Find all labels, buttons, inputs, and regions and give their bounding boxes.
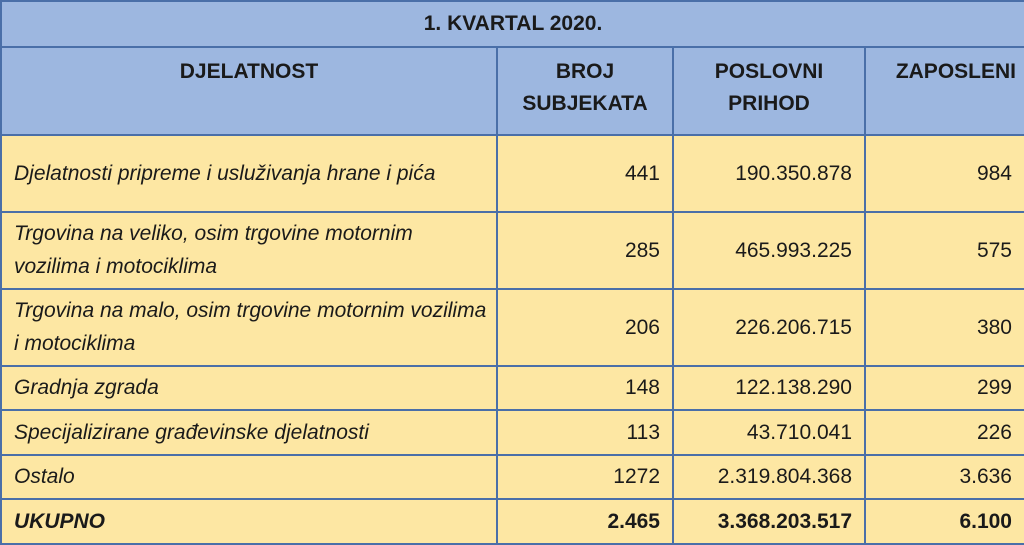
total-row <box>1 499 1024 544</box>
cell-poslovni-prihod: 190.350.878 <box>673 135 865 212</box>
cell-broj-subjekata: 1272 <box>497 455 673 500</box>
table-row <box>1 212 1024 289</box>
column-header-poslovni-prihod: POSLOVNI PRIHOD <box>673 47 865 135</box>
table-row <box>1 410 1024 455</box>
cell-broj-subjekata: 113 <box>497 410 673 455</box>
column-header-broj-subjekata: BROJ SUBJEKATA <box>497 47 673 135</box>
cell-broj-subjekata: 206 <box>497 289 673 366</box>
cell-zaposleni: 299 <box>865 366 1024 411</box>
cell-poslovni-prihod: 43.710.041 <box>673 410 865 455</box>
cell-broj-subjekata: 441 <box>497 135 673 212</box>
cell-djelatnost: Ostalo <box>1 455 497 500</box>
cell-djelatnost: Gradnja zgrada <box>1 366 497 411</box>
cell-djelatnost: Trgovina na malo, osim trgovine motornim vozilima i motociklima <box>1 289 497 366</box>
cell-zaposleni: 226 <box>865 410 1024 455</box>
table-row <box>1 135 1024 212</box>
table-row <box>1 289 1024 366</box>
total-zaposleni: 6.100 <box>865 499 1024 544</box>
cell-zaposleni: 984 <box>865 135 1024 212</box>
cell-djelatnost: Trgovina na veliko, osim trgovine motornim vozilima i motociklima <box>1 212 497 289</box>
cell-poslovni-prihod: 465.993.225 <box>673 212 865 289</box>
column-header-djelatnost: DJELATNOST <box>1 47 497 135</box>
cell-zaposleni: 3.636 <box>865 455 1024 500</box>
cell-djelatnost: Specijalizirane građevinske djelatnosti <box>1 410 497 455</box>
cell-broj-subjekata: 285 <box>497 212 673 289</box>
cell-djelatnost: Djelatnosti pripreme i usluživanja hrane i pića <box>1 135 497 212</box>
total-label: UKUPNO <box>1 499 497 544</box>
title-row <box>1 1 1024 47</box>
total-broj-subjekata: 2.465 <box>497 499 673 544</box>
table-title: 1. KVARTAL 2020. <box>1 1 1024 47</box>
total-poslovni-prihod: 3.368.203.517 <box>673 499 865 544</box>
cell-poslovni-prihod: 226.206.715 <box>673 289 865 366</box>
cell-zaposleni: 575 <box>865 212 1024 289</box>
cell-broj-subjekata: 148 <box>497 366 673 411</box>
table-row <box>1 366 1024 411</box>
cell-poslovni-prihod: 122.138.290 <box>673 366 865 411</box>
cell-poslovni-prihod: 2.319.804.368 <box>673 455 865 500</box>
table-row <box>1 455 1024 500</box>
cell-zaposleni: 380 <box>865 289 1024 366</box>
header-row <box>1 47 1024 135</box>
column-header-zaposleni: ZAPOSLENI <box>865 47 1024 135</box>
